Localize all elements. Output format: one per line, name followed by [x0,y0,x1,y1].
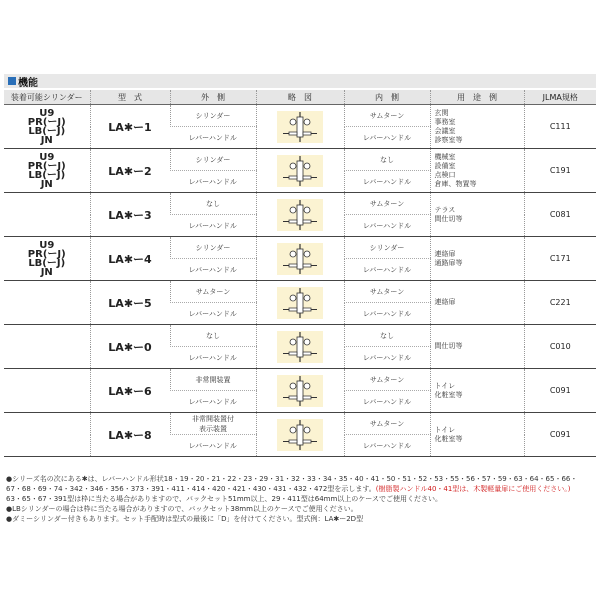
header-jlma: JLMA規格 [524,90,596,105]
lock-diagram-icon [275,242,325,276]
use-text: 間仕切等 [434,342,463,350]
outside-top-text: サムターン [195,287,231,296]
outside-top-text: シリンダー [195,155,231,164]
outside-top [170,281,256,303]
jlma-cell: C091 [524,413,596,457]
outside-bottom: レバーハンドル [170,171,256,193]
outside-bottom: レバーハンドル [170,435,256,457]
note-3: ●ダミーシリンダー付きもあります。セット手配時は型式の最後に「D」を付けてください。型式例：LA✱ー2D型 [6,515,364,523]
header-row [4,90,596,105]
use-cell [430,325,524,369]
diagram-cell [256,237,344,281]
header-model: 型 式 [90,90,170,105]
table-row [4,413,596,435]
note-1b: 67・68・69・74・342・346・356・373・391・411・414・420・421・430・431・432・472型を示します。 [6,485,376,493]
table-row [4,325,596,347]
model-cell: LA✱ー3 [90,193,170,237]
cylinder-cell [4,325,90,369]
note-1b-line [6,484,594,494]
model-cell: LA✱ー6 [90,369,170,413]
lock-diagram-icon [275,198,325,232]
note-1c: 63・65・67・391型は枠に当たる場合がありますので、バックセット51mm以上、29・411型は64mm以上のケースでご使用ください。 [6,495,442,503]
diagram-cell [256,413,344,457]
header-cylinder: 装着可能シリンダー [4,90,90,105]
header-inside: 内 側 [344,90,430,105]
section-title: 機能 [18,77,38,89]
inside-top: なし [344,149,430,171]
lock-diagram-icon [275,286,325,320]
outside-bottom: レバーハンドル [170,215,256,237]
outside-top-text: なし [206,331,220,340]
inside-top: サムターン [344,193,430,215]
outside-bottom: レバーハンドル [170,391,256,413]
jlma-cell: C081 [524,193,596,237]
inside-top: シリンダー [344,237,430,259]
cylinder-cell [4,369,90,413]
cylinder-cell [4,149,90,193]
inside-top: サムターン [344,413,430,435]
use-text: トイレ 化粧室等 [434,425,463,443]
outside-top [170,325,256,347]
jlma-cell: C111 [524,105,596,149]
use-cell [430,369,524,413]
jlma-cell: C191 [524,149,596,193]
table-row [4,105,596,127]
model-cell: LA✱ー5 [90,281,170,325]
header-outside: 外 側 [170,90,256,105]
diagram-cell [256,281,344,325]
outside-top-text: 非常開装置付 表示装置 [192,414,234,433]
use-text: 機械室 設備室 点検口 倉庫、物置等 [434,152,477,188]
function-table [4,90,596,457]
use-cell [430,237,524,281]
outside-top [170,105,256,127]
lock-diagram-icon [275,330,325,364]
inside-bottom: レバーハンドル [344,259,430,281]
outside-top [170,369,256,391]
use-text: 連絡扉 通路扉等 [434,249,463,267]
inside-bottom: レバーハンドル [344,215,430,237]
note-1-red: (樹脂製ハンドル40・41型は、木製軽量扉にご使用ください。) [375,485,571,493]
inside-bottom: レバーハンドル [344,171,430,193]
lock-diagram-icon [275,374,325,408]
footnotes [6,474,594,524]
section-square-icon [8,77,16,85]
cylinder-text: U9 PR(ーJ) LB(ーJ) JN [27,151,66,190]
outside-bottom: レバーハンドル [170,303,256,325]
inside-bottom: レバーハンドル [344,435,430,457]
inside-top: サムターン [344,281,430,303]
cylinder-cell [4,193,90,237]
section-header [4,74,596,88]
outside-top-text: シリンダー [195,111,231,120]
outside-top [170,237,256,259]
table-row [4,281,596,303]
model-cell: LA✱ー4 [90,237,170,281]
jlma-cell: C221 [524,281,596,325]
outside-top [170,193,256,215]
use-cell [430,281,524,325]
outside-top-text: なし [206,199,220,208]
outside-top [170,149,256,171]
model-cell: LA✱ー8 [90,413,170,457]
inside-bottom: レバーハンドル [344,391,430,413]
use-cell [430,413,524,457]
outside-bottom: レバーハンドル [170,347,256,369]
inside-bottom: レバーハンドル [344,127,430,149]
cylinder-cell [4,281,90,325]
diagram-cell [256,369,344,413]
jlma-cell: C171 [524,237,596,281]
use-text: テラス 間仕切等 [434,205,463,223]
table-row [4,237,596,259]
cylinder-cell [4,237,90,281]
diagram-cell [256,105,344,149]
inside-top: サムターン [344,105,430,127]
model-cell: LA✱ー0 [90,325,170,369]
note-2: ●LBシリンダーの場合は枠に当たる場合がありますので、バックセット38mm以上のケースでご使用ください。 [6,505,358,513]
lock-diagram-icon [275,154,325,188]
model-cell: LA✱ー2 [90,149,170,193]
outside-bottom: レバーハンドル [170,127,256,149]
inside-bottom: レバーハンドル [344,303,430,325]
jlma-cell: C010 [524,325,596,369]
diagram-cell [256,193,344,237]
use-cell [430,105,524,149]
table-row [4,369,596,391]
lock-diagram-icon [275,110,325,144]
cylinder-cell [4,105,90,149]
use-text: 連絡扉 [434,298,456,306]
use-cell [430,193,524,237]
use-text: 玄関 事務室 会議室 診察室等 [434,108,463,144]
lock-diagram-icon [275,418,325,452]
cylinder-cell [4,413,90,457]
inside-top: サムターン [344,369,430,391]
inside-bottom: レバーハンドル [344,347,430,369]
diagram-cell [256,149,344,193]
header-diagram: 略 図 [256,90,344,105]
outside-top-text: 非常開装置 [195,375,231,384]
header-use: 用 途 例 [430,90,524,105]
cylinder-text: U9 PR(ーJ) LB(ーJ) JN [27,239,66,278]
use-text: トイレ 化粧室等 [434,381,463,399]
use-cell [430,149,524,193]
diagram-cell [256,325,344,369]
note-1a: ●シリーズ名の次にある✱は、レバーハンドル形状18・19・20・21・22・23・29・31・32・33・34・35・40・41・50・51・52・53・55・56・57・59・63・64・65・66・ [6,475,578,483]
outside-top-text: シリンダー [195,243,231,252]
jlma-cell: C091 [524,369,596,413]
table-row [4,149,596,171]
model-cell: LA✱ー1 [90,105,170,149]
outside-bottom: レバーハンドル [170,259,256,281]
table-row [4,193,596,215]
outside-top [170,413,256,435]
cylinder-text: U9 PR(ーJ) LB(ーJ) JN [27,107,66,146]
inside-top: なし [344,325,430,347]
